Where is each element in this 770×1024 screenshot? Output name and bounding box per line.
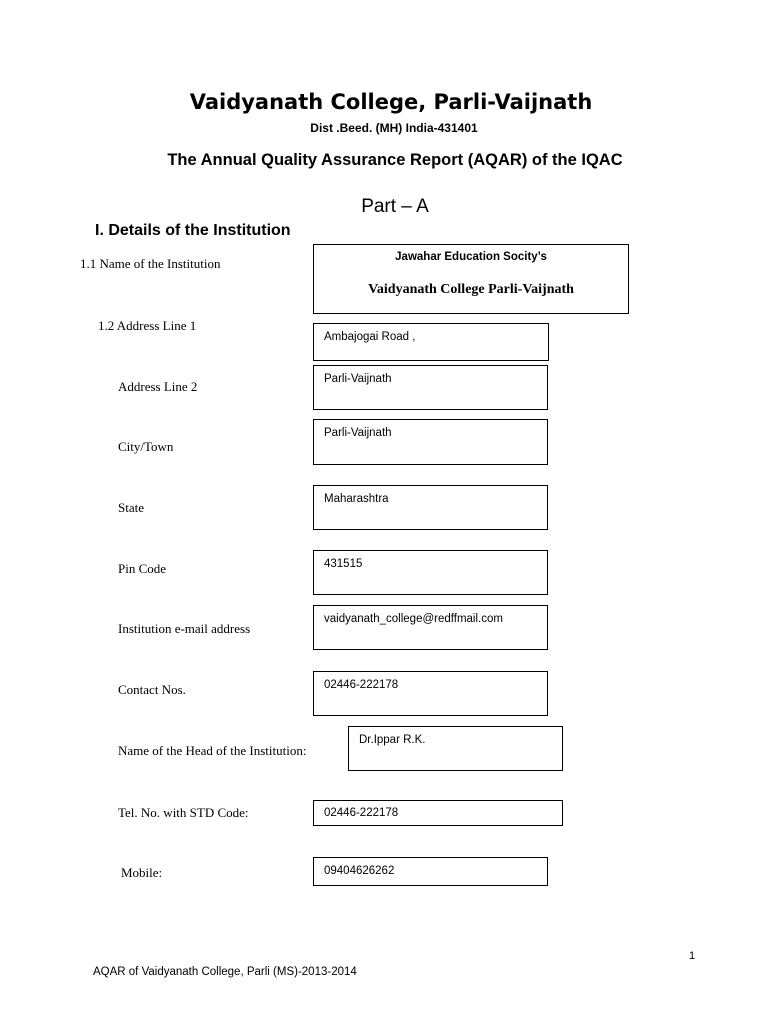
society-name: Jawahar Education Socity’s [395,251,547,263]
state-label: State [118,500,144,515]
contact-value: 02446-222178 [324,679,399,691]
institution-name-label: 1.1 Name of the Institution [80,256,221,271]
pin-code-label: Pin Code [118,561,167,576]
address-line-1-value: Ambajogai Road , [324,331,416,343]
mobile-field[interactable] [313,857,548,886]
state-value: Maharashtra [324,493,389,505]
pin-code-value: 431515 [324,558,363,570]
institution-name-box [313,244,629,314]
part-heading: Part – A [361,196,429,217]
pin-code-field[interactable] [313,550,548,595]
contact-field[interactable] [313,671,548,716]
page-number: 1 [689,950,696,962]
head-value: Dr.Ippar R.K. [359,734,426,746]
report-title: The Annual Quality Assurance Report (AQAR) of the IQAC [167,151,623,169]
address-line-2-label: Address Line 2 [118,379,198,394]
state-field[interactable] [313,485,548,530]
tel-label: Tel. No. with STD Code: [118,805,249,820]
email-field[interactable] [313,605,548,650]
address-line-2-field[interactable] [313,365,548,410]
institution-name-value: Vaidyanath College Parli-Vaijnath [368,282,574,297]
email-value: vaidyanath_college@redffmail.com [324,613,503,625]
page-footer: AQAR of Vaidyanath College, Parli (MS)-2013-2014 [93,966,357,978]
email-label: Institution e-mail address [118,621,251,636]
district-subtitle: Dist .Beed. (MH) India-431401 [310,121,478,135]
tel-value: 02446-222178 [324,807,399,819]
head-field[interactable] [348,726,563,771]
address-line-1-label: 1.2 Address Line 1 [98,318,197,333]
mobile-label: Mobile: [121,865,163,880]
mobile-value: 09404626262 [324,865,395,877]
city-value: Parli-Vaijnath [324,427,392,439]
address-line-1-field[interactable] [313,323,549,361]
address-line-2-value: Parli-Vaijnath [324,373,392,385]
head-label: Name of the Head of the Institution: [118,743,307,758]
contact-label: Contact Nos. [118,682,186,697]
city-field[interactable] [313,419,548,465]
tel-field[interactable] [313,800,563,826]
section-heading: I. Details of the Institution [95,222,291,239]
college-title: Vaidyanath College, Parli-Vaijnath [189,90,593,114]
city-label: City/Town [118,439,174,454]
